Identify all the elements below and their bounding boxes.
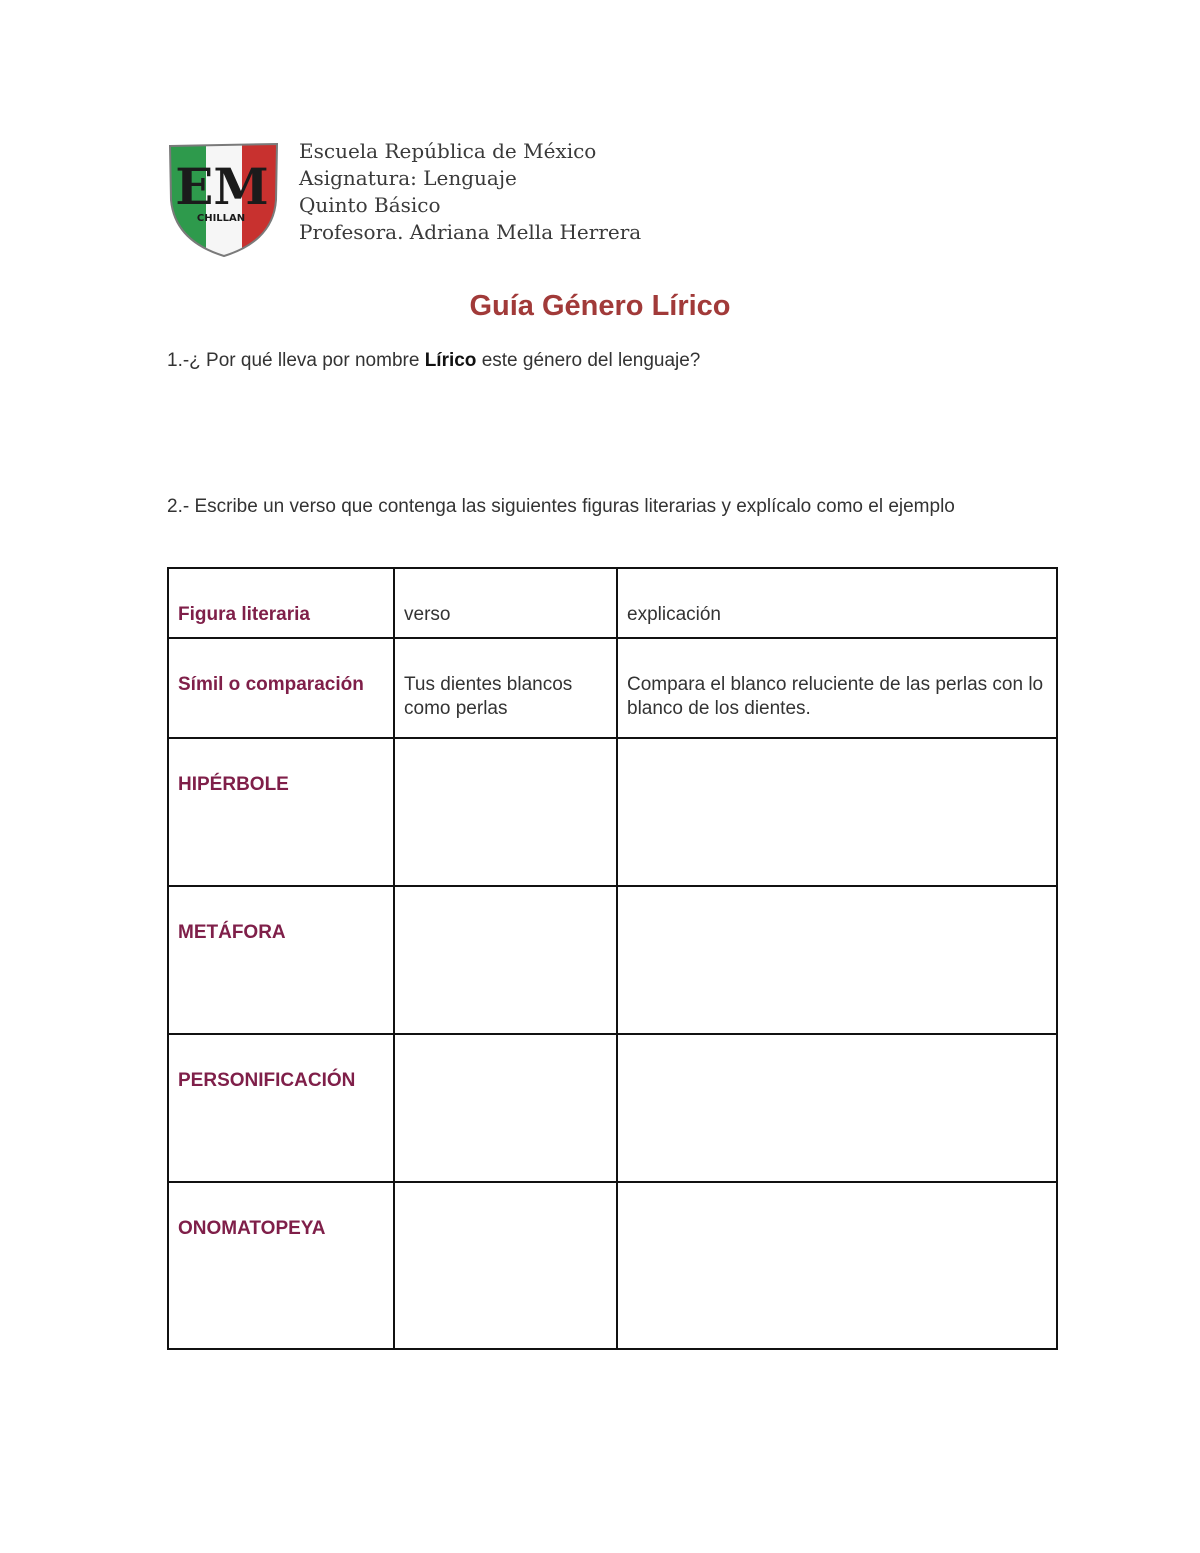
logo-letters: EM [175, 157, 269, 216]
table-header-row [168, 568, 1057, 638]
question-1-text-start: 1.-¿ Por qué lleva por nombre [167, 350, 425, 371]
example-figure: Símil o comparación [168, 638, 394, 738]
explanation-answer-cell[interactable] [617, 1034, 1057, 1182]
grade: Quinto Básico [299, 193, 441, 217]
table-row [168, 1034, 1057, 1182]
teacher: Profesora. Adriana Mella Herrera [299, 220, 642, 244]
explanation-answer-cell[interactable] [617, 738, 1057, 886]
table-row [168, 886, 1057, 1034]
header-explanation: explicación [617, 568, 1057, 638]
example-explanation: Compara el blanco reluciente de las perlas con lo blanco de los dientes. [617, 638, 1057, 738]
figure-label: HIPÉRBOLE [168, 738, 394, 886]
figure-label: PERSONIFICACIÓN [168, 1034, 394, 1182]
school-logo [166, 140, 281, 258]
figures-table [167, 567, 1058, 1350]
table-row [168, 1182, 1057, 1349]
logo-city: CHILLAN [196, 213, 246, 224]
school-name: Escuela República de México [299, 139, 597, 163]
header-figure: Figura literaria [168, 568, 394, 638]
figure-label: ONOMATOPEYA [168, 1182, 394, 1349]
school-info [299, 138, 641, 246]
question-1 [167, 350, 700, 372]
explanation-answer-cell[interactable] [617, 886, 1057, 1034]
header-verse: verso [394, 568, 617, 638]
subject: Asignatura: Lenguaje [299, 166, 517, 190]
table-row-example [168, 638, 1057, 738]
page-title: Guía Género Lírico [469, 290, 731, 322]
verse-answer-cell[interactable] [394, 738, 617, 886]
table-row [168, 738, 1057, 886]
question-1-bold-word: Lírico [424, 350, 477, 371]
question-2: 2.- Escribe un verso que contenga las siguientes figuras literarias y explícalo como el ejemplo [167, 496, 955, 517]
verse-answer-cell[interactable] [394, 1182, 617, 1349]
example-verse: Tus dientes blancos como perlas [394, 638, 617, 738]
figure-label: METÁFORA [168, 886, 394, 1034]
verse-answer-cell[interactable] [394, 886, 617, 1034]
question-1-text-end: este género del lenguaje? [476, 350, 701, 371]
verse-answer-cell[interactable] [394, 1034, 617, 1182]
explanation-answer-cell[interactable] [617, 1182, 1057, 1349]
